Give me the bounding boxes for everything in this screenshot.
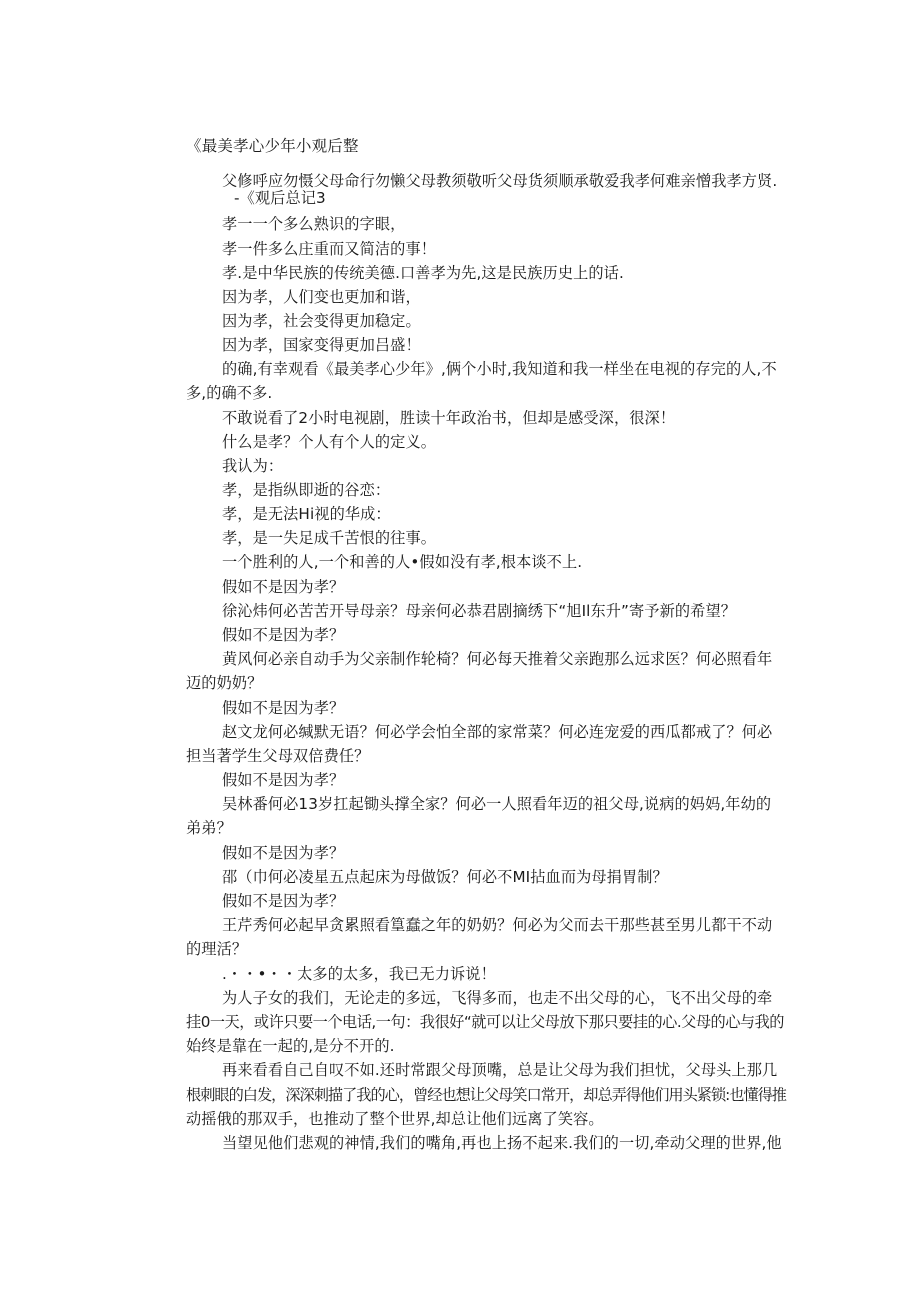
paragraph-line: 弟弟？: [186, 819, 232, 837]
paragraph-line: 徐沁炜何必苦苦开导母亲？母亲何必恭君剧摘绣下“旭Il东升”寄予新的希望？: [222, 602, 737, 620]
paragraph-line: 赵文龙何必缄默无语？何必学会怕全部的家常菜？何必连宠爱的西瓜都戒了？何必: [222, 723, 773, 741]
document-title: 《最美孝心少年小观后整: [186, 137, 359, 155]
paragraph-line: 假如不是因为孝？: [222, 771, 345, 789]
paragraph-line: 假如不是因为孝？: [222, 699, 345, 717]
paragraph-line: 因为孝，人们变也更加和谐，: [222, 288, 421, 306]
paragraph-line: -《观后总记3: [234, 189, 326, 207]
paragraph-line: 孝，是指纵即逝的谷恋：: [222, 481, 391, 499]
paragraph-line: 王芹秀何必起早贪累照看篁蠢之年的奶奶？何必为父而去干那些甚至男儿都干不动: [222, 916, 773, 934]
paragraph-line: 动摇俄的那双手，也推动了整个世界,却总让他们远离了笑容。: [186, 1110, 604, 1128]
paragraph-line: 因为孝，社会变得更加稳定。: [222, 312, 421, 330]
paragraph-line: 假如不是因为孝？: [222, 578, 345, 596]
paragraph-line: 孝，是一失足成千苦恨的往事。: [222, 529, 437, 547]
paragraph-line: 始终是靠在一起的,是分不开的.: [186, 1037, 395, 1055]
paragraph-line: 黄风何必亲自动手为父亲制作轮椅？何必每天推着父亲跑那么远求医？何必照看年: [222, 650, 773, 668]
paragraph-line: 多,的确不多.: [186, 384, 273, 402]
paragraph-line: 孝一件多么庄重而又简洁的事！: [222, 240, 437, 258]
paragraph-line: 父修呼应勿慑父母命行勿懒父母教须敬听父母货须顺承敬爱我孝何难亲憎我孝方贤.: [222, 172, 778, 190]
paragraph-line: 迈的奶奶？: [186, 674, 263, 692]
paragraph-line: 根刺眼的白发，深深刺描了我的心，曾经也想让父母笑口常开，却总弄得他们用头紧锁:也懂得推: [186, 1086, 786, 1104]
paragraph-line: 吴林番何必13岁扛起锄头撑全家？何必一人照看年迈的祖父母,说病的妈妈,年幼的: [222, 795, 772, 813]
paragraph-line: 再来看看自己自叹不如.还时常跟父母顶嘴，总是让父母为我们担忧，父母头上那几: [222, 1061, 778, 1079]
paragraph-line: 不敢说看了2小时电视剧，胜读十年政治书，但却是感受深，很深！: [222, 409, 676, 427]
paragraph-line: 孝一一个多么熟识的字眼，: [222, 215, 406, 233]
paragraph-line: 一个胜利的人,一个和善的人•假如没有孝,根本谈不上.: [222, 553, 583, 571]
paragraph-line: .・・•・・太多的太多，我已无力诉说！: [222, 965, 496, 983]
paragraph-line: 挂0一天，或许只要一个电话,一句：我很好“就可以让父母放下那只要挂的心.父母的心与我的: [186, 1013, 784, 1031]
paragraph-line: 的确,有幸观看《最美孝心少年》,俩个小时,我知道和我一样坐在电视的存完的人,不: [222, 360, 777, 378]
paragraph-line: 因为孝，国家变得更加吕盛！: [222, 336, 421, 354]
paragraph-line: 假如不是因为孝？: [222, 626, 345, 644]
paragraph-line: 为人子女的我们，无论走的多远，飞得多而，也走不出父母的心，飞不出父母的牵: [222, 989, 773, 1007]
paragraph-line: 邵（巾何必凌星五点起床为母做饭？何必不MI拈血而为母捐胃制？: [222, 868, 668, 886]
paragraph-line: 孝.是中华民族的传统美德.口善孝为先,这是民族历史上的话.: [222, 264, 624, 282]
paragraph-line: 假如不是因为孝？: [222, 844, 345, 862]
paragraph-line: 当望见他们悲观的神情,我们的嘴角,再也上扬不起来.我们的一切,牵动父理的世界,他: [222, 1134, 782, 1152]
paragraph-line: 什么是孝？个人有个人的定义。: [222, 433, 437, 451]
paragraph-line: 我认为：: [222, 457, 284, 475]
paragraph-line: 假如不是因为孝？: [222, 892, 345, 910]
paragraph-line: 的理活？: [186, 940, 248, 958]
paragraph-line: 孝，是无法Hi视的华成：: [222, 505, 391, 523]
paragraph-line: 担当著学生父母双倍费任？: [186, 747, 370, 765]
